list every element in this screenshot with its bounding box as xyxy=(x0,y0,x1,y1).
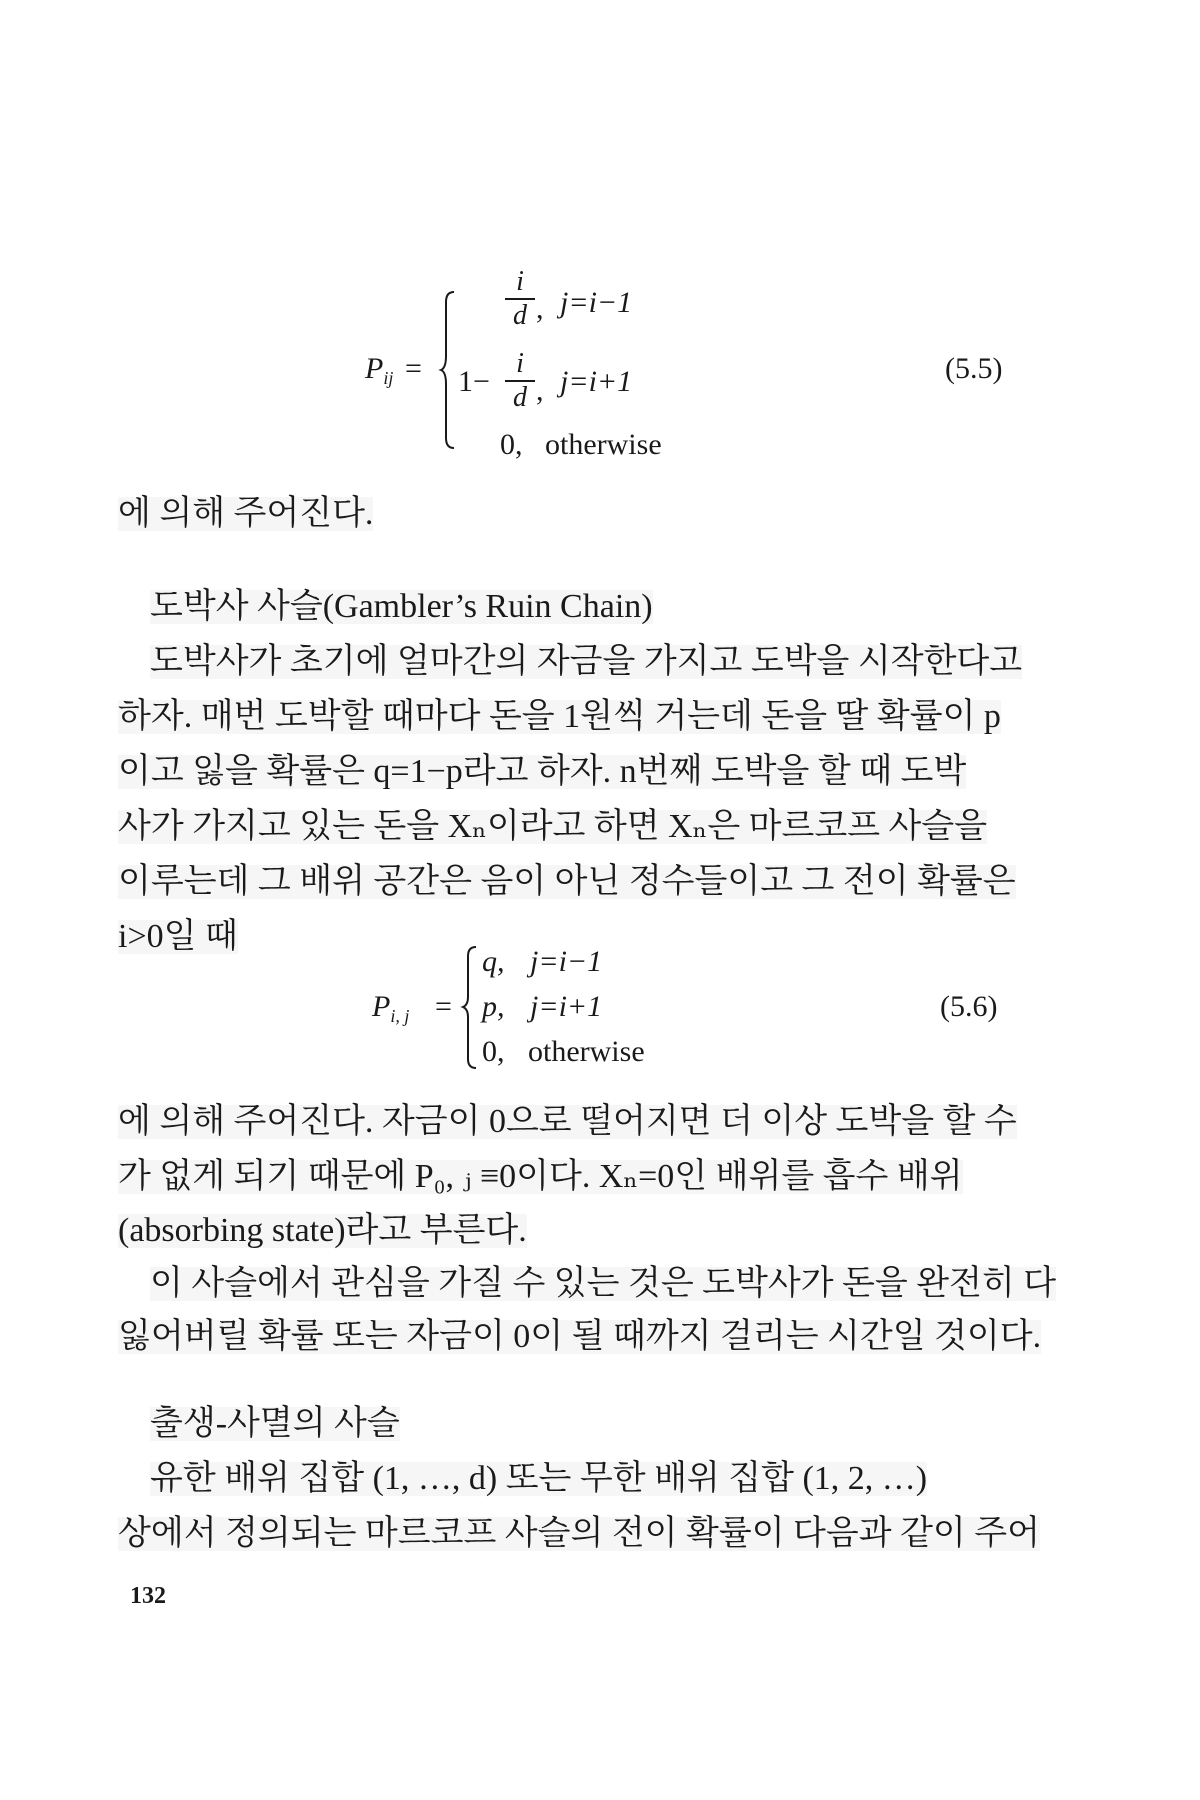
text-line: 이 사슬에서 관심을 가질 수 있는 것은 도박사가 돈을 완전히 다 xyxy=(150,1265,1057,1302)
eq56-left-brace xyxy=(462,945,478,1070)
eq56-case2-condition: j=i+1 xyxy=(530,990,603,1023)
eq55-number: (5.5) xyxy=(945,352,1003,385)
eq55-lhs xyxy=(365,352,393,389)
eq56-number: (5.6) xyxy=(940,990,998,1023)
section-heading: 도박사 사슬(Gambler’s Ruin Chain) xyxy=(150,588,653,625)
eq55-case1-numerator: i xyxy=(516,266,524,297)
text-line: 잃어버릴 확률 또는 자금이 0이 될 때까지 걸리는 시간일 것이다. xyxy=(118,1318,1042,1355)
eq55-lhs-subscript: ij xyxy=(383,368,394,388)
eq55-case2-denominator: d xyxy=(513,382,527,413)
text-line: 에 의해 주어진다. xyxy=(118,495,374,532)
eq56-lhs xyxy=(372,990,409,1027)
text-line: 도박사가 초기에 얼마간의 자금을 가지고 도박을 시작한다고 xyxy=(150,643,1023,680)
eq55-case1-condition: j=i−1 xyxy=(560,286,633,319)
eq55-left-brace xyxy=(440,290,456,450)
eq55-case2-prefix: 1− xyxy=(458,365,490,398)
eq56-equals: = xyxy=(435,990,452,1023)
eq55-case2-comma: , xyxy=(536,374,544,407)
text-line: 상에서 정의되는 마르코프 사슬의 전이 확률이 다음과 같이 주어 xyxy=(118,1515,1040,1552)
text-line: 유한 배위 집합 (1, …, d) 또는 무한 배위 집합 (1, 2, …) xyxy=(150,1460,928,1497)
eq55-case2-numerator: i xyxy=(516,348,524,379)
text-line: 하자. 매번 도박할 때마다 돈을 1원씩 거는데 돈을 딸 확률이 p xyxy=(118,698,1001,735)
eq56-case2-value: p, xyxy=(482,990,505,1023)
eq55-case2-fraction xyxy=(505,350,535,412)
eq56-case3-condition: otherwise xyxy=(528,1035,645,1068)
text-line: i>0일 때 xyxy=(118,918,238,955)
text-line: 이루는데 그 배위 공간은 음이 아닌 정수들이고 그 전이 확률은 xyxy=(118,863,1016,900)
text-line: 사가 가지고 있는 돈을 Xₙ이라고 하면 Xₙ은 마르코프 사슬을 xyxy=(118,808,988,845)
text-line: 가 없게 되기 때문에 P₀, ⱼ ≡0이다. Xₙ=0인 배위를 흡수 배위 xyxy=(118,1158,963,1195)
eq56-case3-value: 0, xyxy=(482,1035,505,1068)
eq55-case2-condition: j=i+1 xyxy=(560,365,633,398)
eq56-lhs-subscript: i, j xyxy=(390,1006,410,1026)
page-number: 132 xyxy=(130,1583,166,1609)
eq55-case1-comma: , xyxy=(536,292,544,325)
eq55-case1-fraction xyxy=(505,268,535,330)
eq56-case1-value: q, xyxy=(482,945,505,978)
text-line: 에 의해 주어진다. 자금이 0으로 떨어지면 더 이상 도박을 할 수 xyxy=(118,1103,1017,1140)
eq56-case1-condition: j=i−1 xyxy=(530,945,603,978)
eq55-case3-condition: otherwise xyxy=(545,428,662,461)
eq56-lhs-symbol: P xyxy=(372,990,391,1023)
text-line: (absorbing state)라고 부른다. xyxy=(118,1212,527,1249)
eq55-case3-value: 0, xyxy=(500,428,523,461)
eq55-lhs-symbol: P xyxy=(365,352,384,385)
text-line: 이고 잃을 확률은 q=1−p라고 하자. n번째 도박을 할 때 도박 xyxy=(118,753,967,790)
section-heading: 출생-사멸의 사슬 xyxy=(150,1405,400,1442)
eq55-equals: = xyxy=(405,352,422,385)
eq55-case1-denominator: d xyxy=(513,300,527,331)
